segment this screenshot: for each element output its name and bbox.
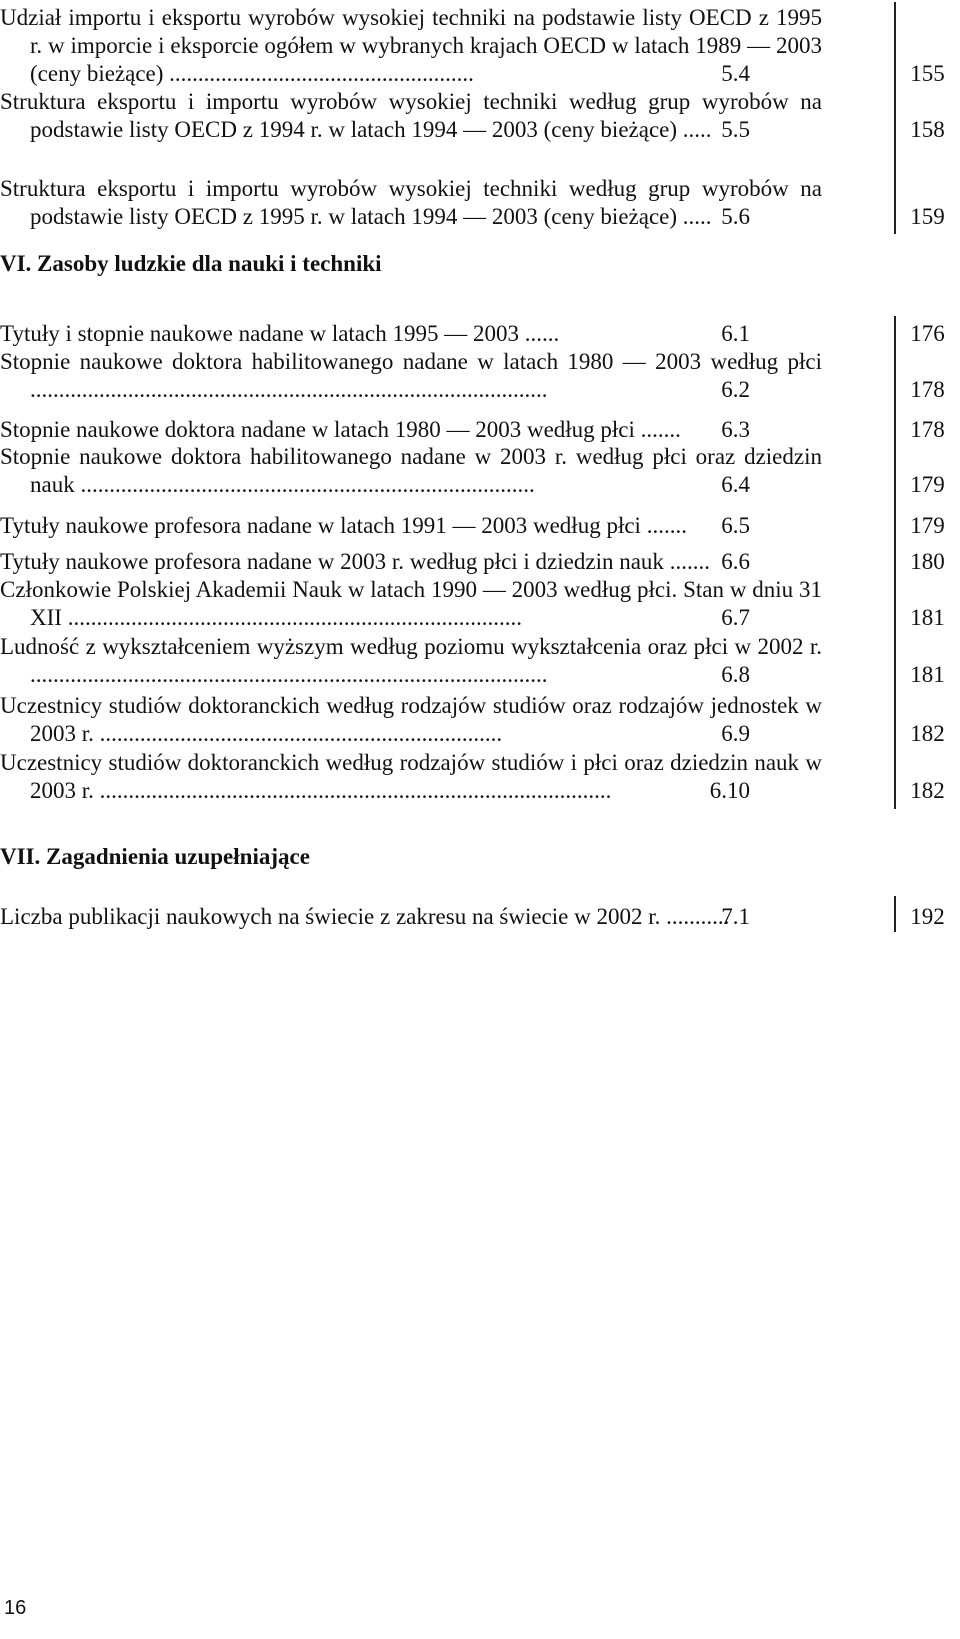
page-number: 181 <box>910 605 945 630</box>
entry-title-text: Uczestnicy studiów doktoranckich według rodzajów studiów oraz rodzajów jednostek w 2003 r. <box>0 693 822 746</box>
leader-dots: ..... <box>682 204 712 229</box>
toc-entry <box>0 416 945 444</box>
table-number: 6.7 <box>721 605 750 630</box>
toc-entry <box>0 512 945 540</box>
table-number: 5.6 <box>721 204 750 229</box>
entry-title-text: Tytuły naukowe profesora nadane w latach 1991 — 2003 według płci <box>0 513 641 538</box>
entry-title-text: Tytuły naukowe profesora nadane w 2003 r. według płci i dziedzin nauk <box>0 549 664 574</box>
leader-dots: ....... <box>646 513 687 538</box>
leader-dots: ..... <box>682 117 712 142</box>
page-number: 178 <box>910 377 945 402</box>
table-number: 6.3 <box>721 417 750 442</box>
entry-title-text: Uczestnicy studiów doktoranckich według rodzajów studiów i płci oraz dziedzin nauk w 2003 r. <box>0 750 822 803</box>
section-heading-vi: VI. Zasoby ludzkie dla nauki i techniki <box>0 251 382 276</box>
toc-entry <box>0 175 945 231</box>
entry-title-text: Ludność z wykształceniem wyższym według poziomu wykształcenia oraz płci w 2002 r. <box>0 634 822 659</box>
toc-entry <box>0 320 945 348</box>
table-number: 6.10 <box>709 778 750 803</box>
toc-entry <box>0 692 945 748</box>
leader-dots: ............................................................................... <box>67 605 522 630</box>
toc-entry <box>0 749 945 805</box>
entry-title-text: Tytuły i stopnie naukowe nadane w latach 1995 — 2003 <box>0 321 519 346</box>
page-number: 178 <box>910 417 945 442</box>
leader-dots: ...... <box>524 321 560 346</box>
toc-entry <box>0 88 945 144</box>
page-footer-number: 16 <box>4 1597 27 1619</box>
table-number: 6.1 <box>721 321 750 346</box>
toc-entry <box>0 633 945 689</box>
entry-title-text: Liczba publikacji naukowych na świecie z zakresu na świecie w 2002 r. <box>0 904 661 929</box>
entry-title-text: Stopnie naukowe doktora habilitowanego nadane w 2003 r. według płci oraz dziedzin nauk <box>0 444 822 497</box>
table-number: 6.5 <box>721 513 750 538</box>
leader-dots: ...................................................................... <box>99 721 503 746</box>
entry-title-text: Struktura eksportu i importu wyrobów wysokiej techniki według grup wyrobów na podstawie listy OECD z 1994 r. w latach 1994 — 2003 (ceny bieżące) <box>0 89 822 142</box>
entry-title-text: Stopnie naukowe doktora nadane w latach 1980 — 2003 według płci <box>0 417 635 442</box>
table-number: 7.1 <box>721 904 750 929</box>
table-number: 6.9 <box>721 721 750 746</box>
page-number: 182 <box>910 778 945 803</box>
page-number: 182 <box>910 721 945 746</box>
page-number: 179 <box>910 472 945 497</box>
page-number: 192 <box>910 904 945 929</box>
leader-dots: .......................................................................................... <box>30 377 548 402</box>
leader-dots: ............................................................................... <box>80 472 535 497</box>
table-number: 6.8 <box>721 662 750 687</box>
entry-title-text: Udział importu i eksportu wyrobów wysokiej techniki na podstawie listy OECD z 1995 r. w imporcie i eksporcie ogółem w wybranych krajach OECD w latach 1989 — 2003 (ceny bieżące) <box>0 5 822 86</box>
page-number: 181 <box>910 662 945 687</box>
table-number: 5.4 <box>721 61 750 86</box>
toc-entry <box>0 903 945 931</box>
toc-entry <box>0 576 945 632</box>
page-number: 155 <box>910 61 945 86</box>
table-number: 5.5 <box>721 117 750 142</box>
leader-dots: ........... <box>666 904 730 929</box>
leader-dots: .......................................................................................... <box>30 662 548 687</box>
page-number: 180 <box>910 549 945 574</box>
toc-entry <box>0 4 945 88</box>
table-number: 6.6 <box>721 549 750 574</box>
column-divider <box>894 316 896 809</box>
leader-dots: ..................................................... <box>169 61 474 86</box>
page-number: 158 <box>910 117 945 142</box>
table-number: 6.4 <box>721 472 750 497</box>
toc-entry <box>0 348 945 404</box>
entry-title-text: Struktura eksportu i importu wyrobów wysokiej techniki według grup wyrobów na podstawie listy OECD z 1995 r. w latach 1994 — 2003 (ceny bieżące) <box>0 176 822 229</box>
leader-dots: ....... <box>669 549 710 574</box>
toc-entry <box>0 443 945 499</box>
page-number: 176 <box>910 321 945 346</box>
leader-dots: ....... <box>640 417 681 442</box>
section-heading-vii: VII. Zagadnienia uzupełniające <box>0 844 310 869</box>
entry-title-text: Stopnie naukowe doktora habilitowanego nadane w latach 1980 — 2003 według płci <box>0 349 822 374</box>
page-number: 179 <box>910 513 945 538</box>
page-number: 159 <box>910 204 945 229</box>
table-number: 6.2 <box>721 377 750 402</box>
column-divider <box>894 896 896 932</box>
column-divider <box>894 2 896 234</box>
toc-entry <box>0 548 945 576</box>
leader-dots: ......................................................................................... <box>99 778 612 803</box>
entry-title-text: Członkowie Polskiej Akademii Nauk w latach 1990 — 2003 według płci. Stan w dniu 31 XII <box>0 577 822 630</box>
